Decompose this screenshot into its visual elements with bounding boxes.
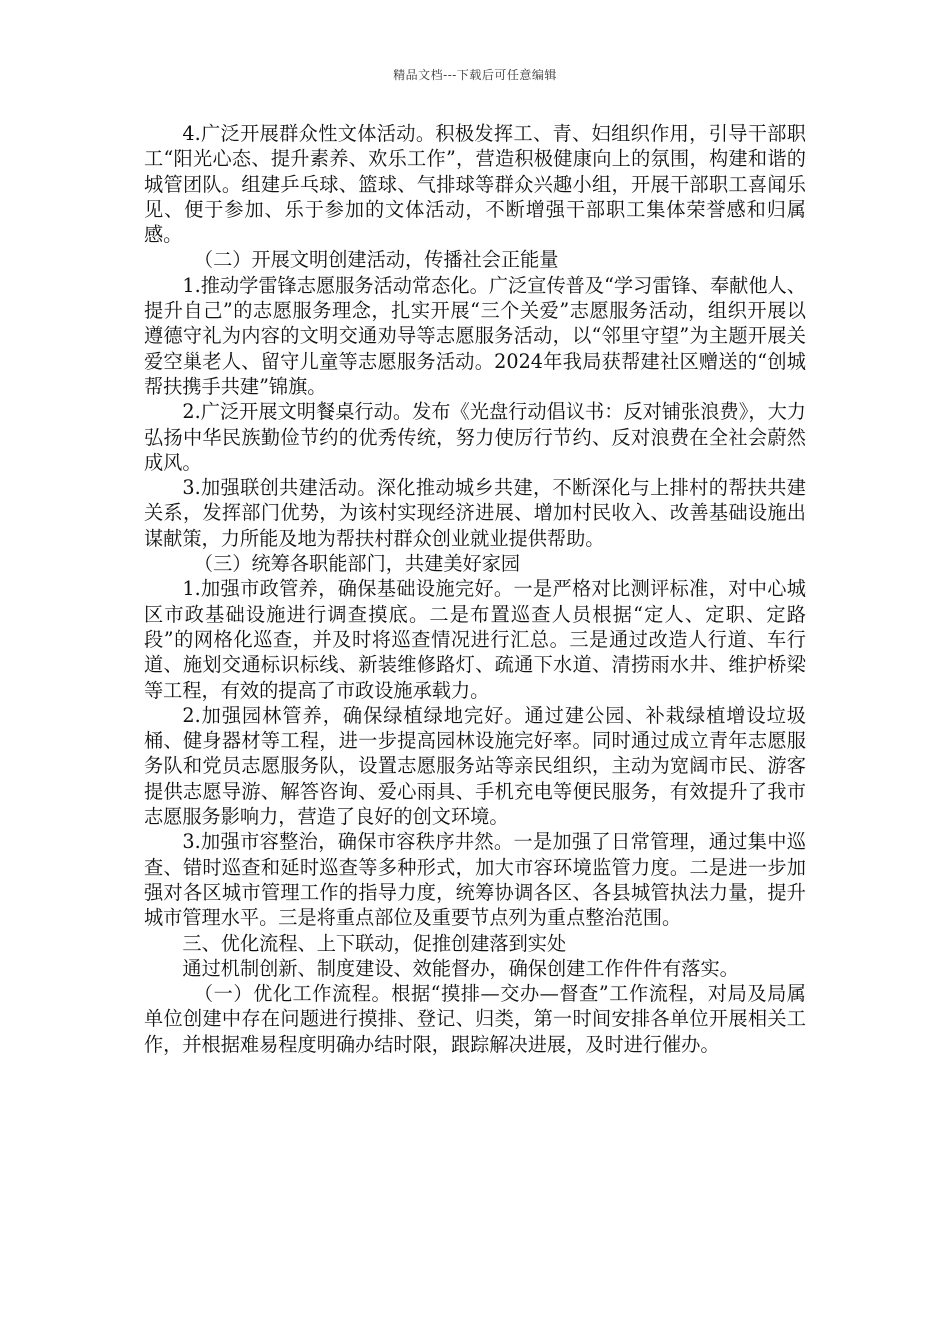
paragraph-landscaping: 2.加强园林管养，确保绿植绿地完好。通过建公园、补栽绿植增设垃圾桶、健身器材等工程，进一步提高园林设施完好率。同时通过成立青年志愿服务队和党员志愿服务队，设置志愿服务站等亲民组织，主动为宽阔市民、游客提供志愿导游、解答咨询、爱心雨具、手机充电等便民服务，有效提升了我市志愿服务影响力，营造了良好的创文环境。 [144,703,806,829]
document-body [144,121,806,1057]
section-heading-3: （三）统筹各职能部门，共建美好家园 [193,552,521,576]
paragraph-activities: 4.广泛开展群众性文体活动。积极发挥工、青、妇组织作用，引导干部职工“阳光心态、提升素养、欢乐工作”，营造积极健康向上的氛围，构建和谐的城管团队。组建乒乓球、篮球、气排球等群众兴趣小组，开展干部职工喜闻乐见、便于参加、乐于参加的文体活动，不断增强干部职工集体荣誉感和归属感。 [144,122,806,247]
paragraph-volunteer: 1.推动学雷锋志愿服务活动常态化。广泛宣传普及“学习雷锋、奉献他人、提升自己”的志愿服务理念，扎实开展“三个关爱”志愿服务活动，组织开展以遵德守礼为内容的文明交通劝导等志愿服务活动，以“邻里守望”为主题开展关爱空巢老人、留守儿童等志愿服务活动。2024年我局获帮建社区赠送的“创城帮扶携手共建”锦旗。 [144,273,806,398]
paragraph-city-appearance: 3.加强市容整治，确保市容秩序井然。一是加强了日常管理，通过集中巡查、错时巡查和延时巡查等多种形式，加大市容环境监管力度。二是进一步加强对各区城市管理工作的指导力度，统筹协调各区、各县城管执法力量，提升城市管理水平。三是将重点部位及重要节点列为重点整治范围。 [144,830,806,930]
paragraph-dining: 2.广泛开展文明餐桌行动。发布《光盘行动倡议书：反对铺张浪费》，大力弘扬中华民族勤俭节约的优秀传统，努力使厉行节约、反对浪费在全社会蔚然成风。 [144,400,806,474]
chapter-heading-3: 三、优化流程、上下联动，促推创建落到实处 [182,931,567,955]
paragraph-workflow: （一）优化工作流程。根据“摸排—交办—督查”工作流程，对局及局属单位创建中存在问题进行摸排、登记、归类，第一时间安排各单位开展相关工作，并根据难易程度明确办结时限，跟踪解决进展，及时进行催办。 [144,982,806,1056]
section-heading-2: （二）开展文明创建活动，传播社会正能量 [193,248,559,272]
paragraph-municipal: 1.加强市政管养，确保基础设施完好。一是严格对比测评标准，对中心城区市政基础设施进行调查摸底。二是布置巡查人员根据“定人、定职、定路段”的网格化巡查，并及时将巡查情况进行汇总。三是通过改造人行道、车行道、施划交通标识标线、新装维修路灯、疏通下水道、清捞雨水井、维护桥梁等工程，有效的提高了市政设施承载力。 [144,577,806,702]
page-header: 精品文档---下载后可任意编辑 [393,68,557,82]
paragraph-joint-building: 3.加强联创共建活动。深化推动城乡共建，不断深化与上排村的帮扶共建关系，发挥部门优势，为该村实现经济进展、增加村民收入、改善基础设施出谋献策，力所能及地为帮扶村群众创业就业提供帮助。 [144,476,806,550]
paragraph-mechanism: 通过机制创新、制度建设、效能督办，确保创建工作件件有落实。 [182,956,739,980]
